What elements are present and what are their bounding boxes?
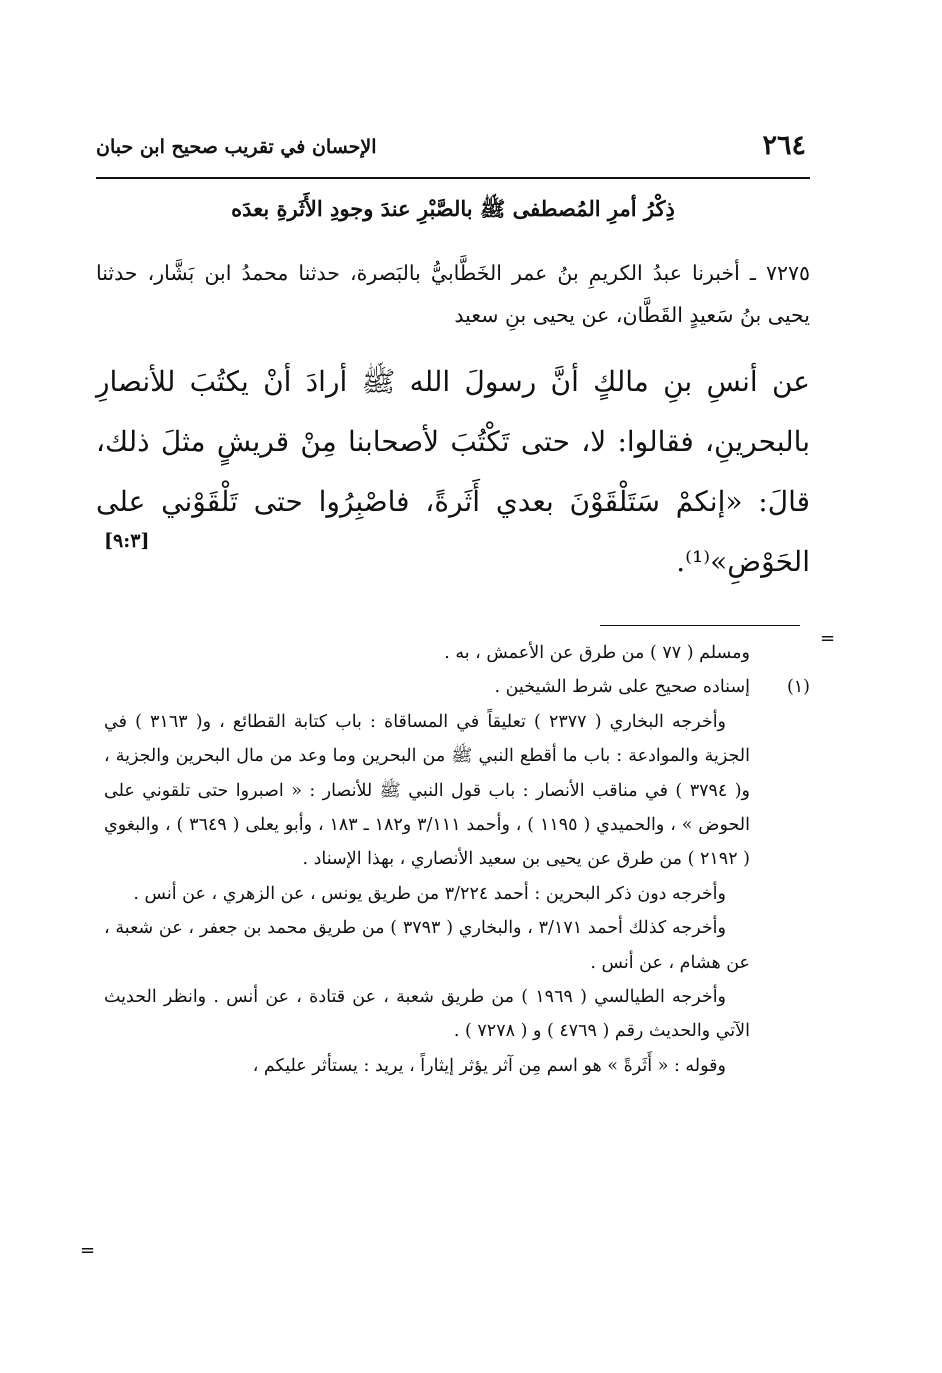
footnote-paragraph-1-text: وأخرجه البخاري ( ٢٣٧٧ ) تعليقاً في المساقاة : باب كتابة القطائع ، و( ٣١٦٣ ) في الجزية والموادعة : باب ما أقطع النبي ﷺ من البحرين وما وعد من مال البحرين والجزية ، و( ٣٧٩٤ ) في مناقب الأنصار : باب قول النبي ﷺ للأنصار : « اصبروا حتى تلقوني على الحوض » ، والحميدي ( ١١٩٥ ) ، وأحمد ٣/١١١ و١٨٢ ـ ١٨٣ ، وأبو يعلى ( ٣٦٤٩ ) ، والبغوي ( ٢١٩٢ ) من طرق عن يحيى بن سعيد الأنصاري ، بهذا الإسناد .: [104, 711, 751, 870]
footnote-paragraph-2-text: وأخرجه دون ذكر البحرين : أحمد ٣/٢٢٤ من طريق يونس ، عن الزهري ، عن أنس .: [133, 883, 726, 904]
matn-text: عن أنسِ بنِ مالكٍ أنَّ رسولَ الله ﷺ أرادَ أنْ يكتُبَ للأنصارِ بالبحرينِ، فقالوا: لا، حتى تَكْتُبَ لأصحابنا مِنْ قريشٍ مثلَ ذلك، قالَ: «إنكمْ سَتَلْقَوْنَ بعدي أَثَرةً، فاصْبِرُوا حتى تَلْقَوْني على الحَوْضِ»⁽¹⁾.: [96, 365, 810, 578]
footnote-continuation: ومسلم ( ٧٧ ) من طرق عن الأعمش ، به .: [444, 643, 750, 663]
footnote-paragraph-2: [104, 877, 810, 911]
chapter-heading: ذِكْرُ أمرِ المُصطفى ﷺ بالصَّبْرِ عندَ وجودِ الأَثَرةِ بعدَه: [231, 196, 675, 221]
end-continuation-marker: =: [80, 1240, 96, 1261]
footnote-paragraph-4-text: وأخرجه الطيالسي ( ١٩٦٩ ) من طريق شعبة ، عن قتادة ، عن أنس . وانظر الحديث الآتي والحديث رقم ( ٤٧٦٩ ) و ( ٧٢٧٨ ) .: [104, 987, 750, 1042]
header-rule: [96, 177, 810, 179]
hadith-reference: [٩:٣]: [104, 530, 150, 552]
footnote-paragraph-3: [104, 911, 810, 980]
continuation-marker: =: [820, 628, 836, 649]
footnote-paragraph-5-text: وقوله : « أَثَرةً » هو اسم مِن آثر يؤثر إيثاراً ، يريد : يستأثر عليكم ،: [252, 1055, 726, 1076]
isnad-text: ٧٢٧٥ ـ أخبرنا عبدُ الكريمِ بنُ عمر الخَطَّابيُّ بالبَصرة، حدثنا محمدُ ابن بَشَّار، حدثنا يحيى بنُ سَعيدٍ القَطَّان، عن يحيى بنِ سعيد: [96, 261, 810, 327]
footnote-paragraph-3-text: وأخرجه كذلك أحمد ٣/١٧١ ، والبخاري ( ٣٧٩٣ ) من طريق محمد بن جعفر ، عن شعبة ، عن هشام ، عن أنس .: [104, 918, 750, 973]
running-title: الإحسان في تقريب صحيح ابن حبان: [96, 136, 377, 158]
footnote-paragraph-5: [104, 1049, 810, 1083]
footnote-paragraph-1: [104, 705, 810, 877]
page-number: ٢٦٤: [762, 130, 806, 161]
hadith-isnad: [96, 252, 810, 336]
footnote-1-text: إسناده صحيح على شرط الشيخين .: [494, 677, 750, 698]
page-header: [96, 128, 806, 172]
footnote-number: (١): [786, 677, 810, 698]
footnotes: [104, 636, 810, 1083]
footnote-paragraph-4: [104, 980, 810, 1049]
footnote-rule: [600, 625, 800, 626]
footnote-1-line: [104, 670, 810, 704]
hadith-matn: [96, 352, 810, 592]
